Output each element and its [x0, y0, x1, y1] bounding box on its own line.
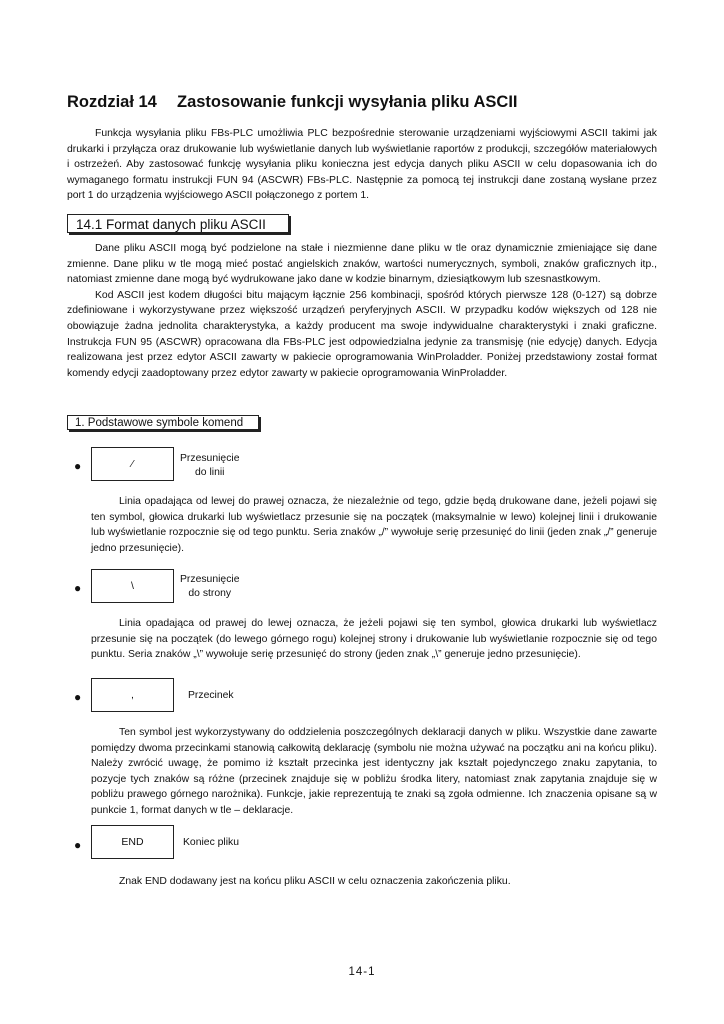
symbol-box-line-shift — [91, 447, 174, 481]
comma-icon: , — [131, 689, 134, 701]
symbol-label-end: Koniec pliku — [183, 837, 240, 848]
bullet-icon: ● — [74, 459, 82, 473]
subsection-heading: 1. Podstawowe symbole komend — [67, 415, 259, 430]
bullet-icon: ● — [74, 581, 82, 595]
intro-paragraph — [67, 126, 657, 204]
description-text: Linia opadająca od prawej do lewej oznacza, że jeżeli pojawi się ten symbol, głowica drukarki lub wyświetlacz przesunie się na początek (do lewego górnego rogu) kolejnej strony i drukowanie lub wyświetlanie rozpocznie się od tego punktu. Seria znaków „\” wywołuje serię przesunięć do strony (jeden znak „\” generuje jedno przesunięcie). — [91, 618, 657, 661]
intro-text: Funkcja wysyłania pliku FBs-PLC umożliwia PLC bezpośrednie sterowanie urządzeniami wyjściowymi ASCII takimi jak drukarki i przyłącza oraz drukowanie lub wyświetlanie danych lub wyświetlanie raportów z produkcji, szczegółów materiałowych i ostrzeżeń. Aby zastosować funkcję wysyłania pliku konieczna jest edycja danych pliku ASCII w celu dopasowania ich do wymaganego formatu instrukcji FUN 94 (ASCWR) FBs-PLC. Następnie za pomocą tej instrukcji dane zostaną wysłane przez port 1 do urządzenia wyjściowego ASCII połączonego z portem 1. — [67, 128, 657, 202]
symbol-label-comma: Przecinek — [188, 690, 234, 701]
chapter-number: Rozdział 14 — [67, 93, 157, 111]
symbol-label-line2: do strony — [188, 587, 232, 599]
symbol-description-page-shift — [91, 616, 657, 663]
symbol-description-comma — [91, 725, 657, 819]
symbol-box-comma — [91, 678, 174, 712]
section-body — [67, 241, 657, 381]
description-text: Znak END dodawany jest na końcu pliku ASCII w celu oznaczenia zakończenia pliku. — [119, 876, 511, 887]
end-marker: END — [121, 836, 144, 848]
symbol-label-page-shift — [180, 573, 240, 600]
symbol-description-line-shift — [91, 494, 657, 556]
chapter-title — [67, 93, 667, 112]
symbol-label-line2: do linii — [195, 466, 225, 478]
section-heading: 14.1 Format danych pliku ASCII — [67, 214, 289, 233]
description-text: Linia opadająca od lewej do prawej oznacza, że niezależnie od tego, gdzie będą drukowane dane, jeżeli pojawi się ten symbol, głowica drukarki lub wyświetlacz przesunie się na początek (maksymalnie w lewo) kolejnej linii i drukowanie lub wyświetlanie rozpocznie się od tego punktu. Seria znaków „/” wywołuje serię przesunięć do linii (jeden znak „/” generuje jedno przesunięcie). — [91, 496, 657, 554]
bullet-icon: ● — [74, 838, 82, 852]
section-paragraph-1: Dane pliku ASCII mogą być podzielone na stałe i niezmienne dane pliku w tle oraz dynamicznie zmieniające się dane zmienne. Dane pliku w tle mogą mieć postać angielskich znaków, wartości numerycznych, symboli, znaków graficznych itp., natomiast zmienne dane mogą być wydrukowane jako dane w kodzie binarnym, dziesiątkowym lub szesnastkowym. — [67, 243, 657, 286]
symbol-label-line1: Przesunięcie — [180, 574, 240, 585]
symbol-description-end — [91, 874, 657, 890]
backslash-icon: \ — [131, 580, 134, 592]
symbol-label-line1: Przesunięcie — [180, 453, 240, 464]
symbol-box-page-shift — [91, 569, 174, 603]
bullet-icon: ● — [74, 690, 82, 704]
symbol-box-end — [91, 825, 174, 859]
chapter-name: Zastosowanie funkcji wysyłania pliku ASCII — [177, 93, 518, 111]
slash-icon: ⁄ — [131, 458, 134, 470]
symbol-label-line-shift — [180, 452, 240, 479]
section-paragraph-2: Kod ASCII jest kodem długości bitu mającym łącznie 256 kombinacji, spośród których pierwsze 128 (0-127) są dobrze zdefiniowane i wykorzystywane przez większość urządzeń peryferyjnych ASCII. W przypadku kodów większych od 128 nie obowiązuje żadna jednolita charakterystyka, a każdy producent ma swoje indywidualne charakterystyki i znaki graficzne. Instrukcja FUN 95 (ASCWR) opracowana dla FBs-PLC jest odpowiedzialna jedynie za transmisję (nie edycję) danych. Edycja realizowana jest przez edytor ASCII zawarty w pakiecie oprogramowania WinProladder. Poniżej przedstawiony został format komendy edycji zaadoptowany przez edytor zawarty w pakiecie oprogramowania WinProladder. — [67, 289, 657, 379]
page-number: 14-1 — [348, 966, 376, 978]
description-text: Ten symbol jest wykorzystywany do oddzielenia poszczególnych deklaracji danych w pliku. Wszystkie dane zawarte pomiędzy dwoma przecinkami stanowią całkowitą deklarację (symbolu nie można używać na początku ani na końcu pliku). Należy zwrócić uwagę, że pomimo iż kształt przecinka jest identyczny jak kształt pojedynczego znaku zapytania, to pozycje tych znaków są różne (przecinek znajduje się w pobliżu środka litery, natomiast znak zapytania znajduje się w pobliżu prawego górnego narożnika). Funkcje, jakie reprezentują te znaki są zgoła odmienne. Ich znaczenia opisane są w punkcie 1, format danych w tle – deklaracje. — [91, 727, 657, 816]
